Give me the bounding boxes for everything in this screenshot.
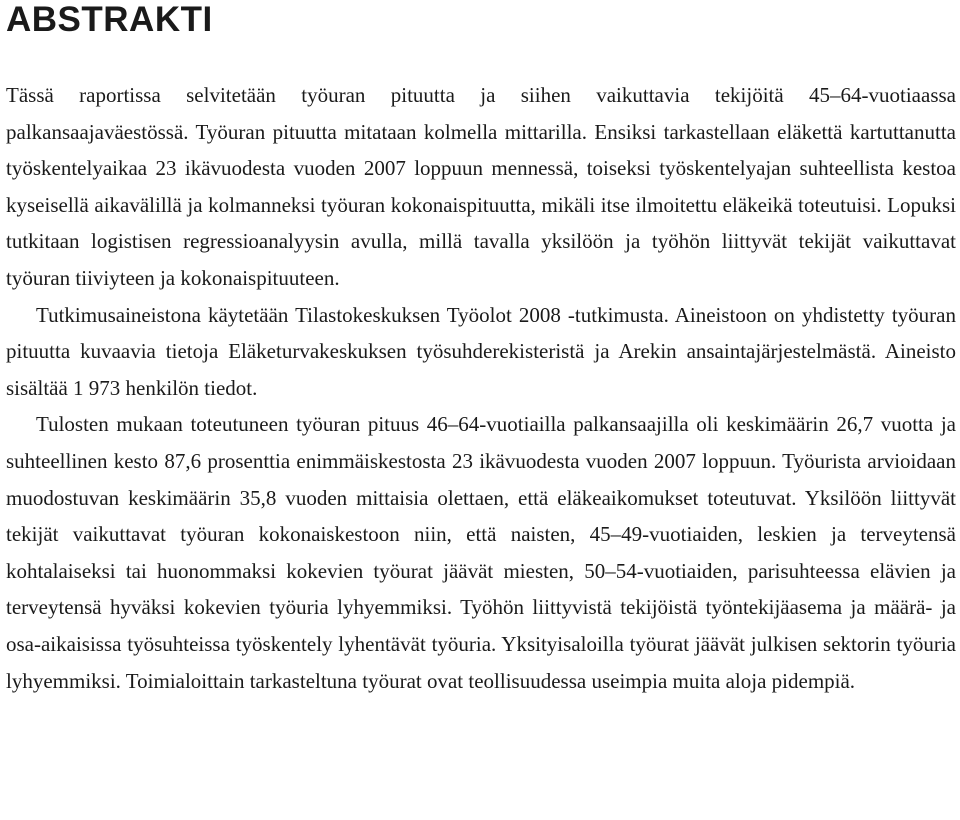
abstract-body — [6, 77, 956, 699]
page-title: ABSTRAKTI — [6, 0, 213, 39]
abstract-paragraph-1: Tässä raportissa selvitetään työuran pituutta ja siihen vaikuttavia tekijöitä 45–64-vuotiaassa palkansaajaväestössä. Työuran pituutta mitataan kolmella mittarilla. Ensiksi tarkastellaan eläkettä kartuttanutta työskentelyaikaa 23 ikävuodesta vuoden 2007 loppuun mennessä, toiseksi työskentelyajan suhteellista kestoa kyseisellä aikavälillä ja kolmanneksi työuran kokonaispituutta, mikäli itse ilmoitettu eläkeikä toteutuisi. Lopuksi tutkitaan logistisen regressioanalyysin avulla, millä tavalla yksilöön ja työhön liittyvät tekijät vaikuttavat työuran tiiviyteen ja kokonaispituuteen. — [6, 83, 956, 290]
abstract-paragraph-2: Tutkimusaineistona käytetään Tilastokeskuksen Työolot 2008 -tutkimusta. Aineistoon on yhdistetty työuran pituutta kuvaavia tietoja Eläketurvakeskuksen työsuhderekisteristä ja Arekin ansaintajärjestelmästä. Aineisto sisältää 1 973 henkilön tiedot. — [6, 302, 956, 400]
abstract-paragraph-3: Tulosten mukaan toteutuneen työuran pituus 46–64-vuotiailla palkansaajilla oli keskimäärin 26,7 vuotta ja suhteellinen kesto 87,6 prosenttia enimmäiskestosta 23 ikävuodesta vuoden 2007 loppuun. Työurista arvioidaan muodostuvan keskimäärin 35,8 vuoden mittaisia olettaen, että eläkeaikomukset toteutuvat. Yksilöön liittyvät tekijät vaikuttavat työuran kokonaiskestoon niin, että naisten, 45–49-vuotiaiden, leskien ja terveytensä kohtalaiseksi tai huonommaksi kokevien työurat jäävät miesten, 50–54-vuotiaiden, parisuhteessa elävien ja terveytensä hyväksi kokevien työuria lyhyemmiksi. Työhön liittyvistä tekijöistä työntekijäasema ja määrä- ja osa-aikaisissa työsuhteissa työskentely lyhentävät työuria. Yksityisaloilla työurat jäävät julkisen sektorin työuria lyhyemmiksi. Toimialoittain tarkasteltuna työurat ovat teollisuudessa useimpia muita aloja pidempiä. — [6, 412, 956, 693]
